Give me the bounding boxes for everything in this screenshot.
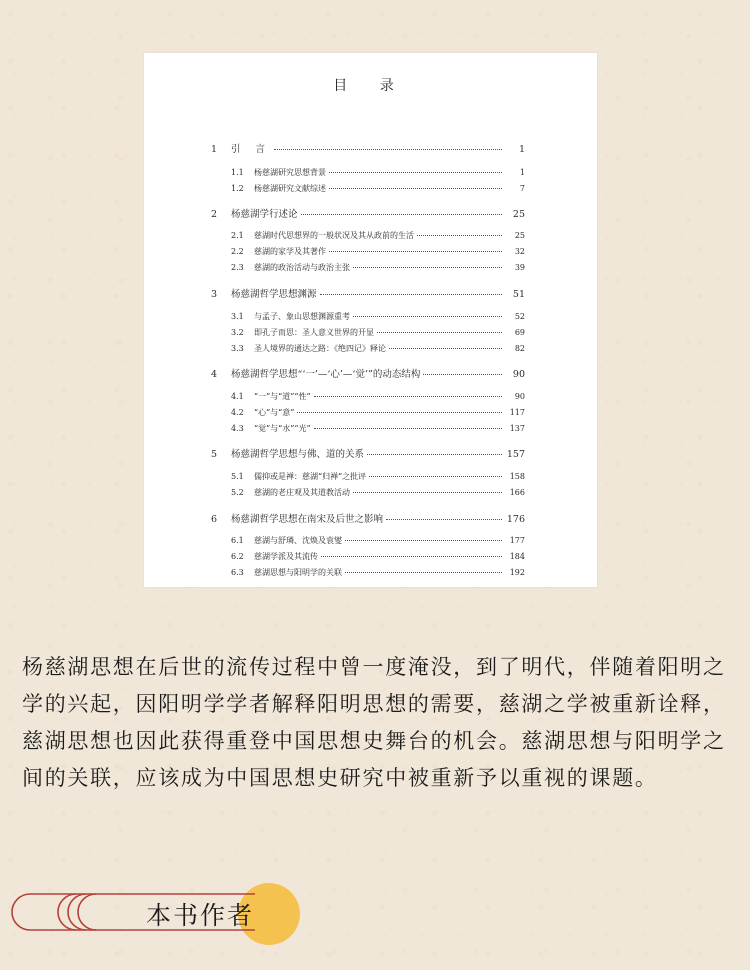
chapter-title: 杨慈湖哲学思想与佛、道的关系 (231, 449, 365, 460)
section-number: 1.1 (231, 168, 244, 177)
dot-leader (320, 288, 502, 295)
section-page: 52 (514, 312, 525, 321)
toc-section-6-3 (231, 567, 525, 578)
section-number: 6.1 (231, 536, 244, 545)
section-number: 4.2 (231, 408, 244, 417)
chapter-page: 176 (506, 514, 525, 525)
book-description: 杨慈湖思想在后世的流传过程中曾一度淹没，到了明代，伴随着阳明之学的兴起，因阳明学学者解释阳明思想的需要，慈湖之学被重新诠释，慈湖思想也因此获得重登中国思想史舞台的机会。慈湖思想与阳明学之间的关联，应该成为中国思想史研究中被重新予以重视的课题。 (22, 655, 726, 790)
toc-chapter-3 (211, 286, 525, 300)
dot-leader (367, 448, 502, 455)
toc-chapter-6 (211, 511, 525, 525)
section-page: 158 (509, 472, 525, 481)
section-title: 杨慈湖研究思想背景 (254, 168, 326, 177)
section-page: 32 (514, 247, 525, 256)
chapter-page: 1 (518, 144, 525, 155)
dot-leader (423, 368, 502, 375)
toc-section-6-1 (231, 535, 525, 546)
dot-leader (345, 534, 502, 541)
chapter-page: 90 (512, 369, 525, 380)
section-number: 6.3 (231, 568, 244, 577)
section-title: “觉”与“水”“光” (254, 424, 311, 433)
section-title: 即孔子而思：圣人意义世界的开显 (254, 328, 374, 337)
section-number: 4.1 (231, 392, 244, 401)
section-page: 7 (519, 184, 525, 193)
section-page: 39 (514, 263, 525, 272)
section-title: 慈湖的家学及其著作 (254, 247, 326, 256)
chapter-title: 引 言 (231, 144, 272, 155)
chapter-title: 杨慈湖哲学思想渊源 (231, 289, 317, 300)
section-page: 177 (509, 536, 525, 545)
dot-leader (369, 470, 502, 477)
chapter-page: 25 (512, 209, 525, 220)
section-page: 82 (514, 344, 525, 353)
dot-leader (353, 486, 502, 493)
toc-chapter-1 (211, 141, 525, 155)
author-section-title: 本书作者 (146, 901, 255, 930)
chapter-title: 杨慈湖哲学思想“‘一’—‘心’—‘觉’”的动态结构 (231, 369, 421, 380)
section-number: 5.2 (231, 488, 244, 497)
toc-section-3-3 (231, 343, 525, 354)
chapter-title: 杨慈湖哲学思想在南宋及后世之影响 (231, 514, 384, 525)
chapter-number: 1 (211, 144, 218, 155)
dot-leader (377, 326, 502, 333)
section-page: 1 (519, 168, 525, 177)
toc-section-4-2 (231, 407, 525, 418)
toc-chapter-2 (211, 206, 525, 220)
section-number: 4.3 (231, 424, 244, 433)
section-page: 117 (509, 408, 525, 417)
section-page: 184 (509, 552, 525, 561)
section-page: 192 (509, 568, 525, 577)
dot-leader (314, 422, 502, 429)
toc-section-6-2 (231, 551, 525, 562)
section-title: 与孟子、象山思想渊源重考 (254, 312, 350, 321)
section-title: 慈湖时代思想界的一般状况及其从政前的生活 (254, 231, 414, 240)
section-title: 慈湖与舒璘、沈焕及袁燮 (254, 536, 342, 545)
section-number: 2.3 (231, 263, 244, 272)
section-title: 儒抑或是禅：慈湖“归禅”之批评 (254, 472, 367, 481)
dot-leader (345, 566, 502, 573)
toc-section-3-2 (231, 327, 525, 338)
chapter-number: 4 (211, 369, 218, 380)
section-title: “一”与“道”“性” (254, 392, 311, 401)
section-page: 69 (514, 328, 525, 337)
toc-section-2-2 (231, 246, 525, 257)
toc-section-4-1 (231, 391, 525, 402)
toc-section-2-1 (231, 230, 525, 241)
toc-title: 目 录 (333, 78, 408, 94)
dot-leader (329, 166, 502, 173)
dot-leader (301, 208, 502, 215)
chapter-page: 51 (512, 289, 525, 300)
section-number: 5.1 (231, 472, 244, 481)
section-number: 3.2 (231, 328, 244, 337)
dot-leader (353, 310, 502, 317)
dot-leader (274, 143, 502, 150)
chapter-number: 6 (211, 514, 218, 525)
section-title: “心”与“意” (254, 408, 295, 417)
section-page: 166 (509, 488, 525, 497)
section-number: 2.1 (231, 231, 244, 240)
toc-section-4-3 (231, 423, 525, 434)
section-title: 杨慈湖研究文献综述 (254, 184, 326, 193)
dot-leader (386, 513, 502, 520)
section-title: 圣人境界的通达之路：《绝四记》释论 (254, 344, 386, 353)
toc-section-2-3 (231, 262, 525, 273)
chapter-number: 3 (211, 289, 218, 300)
section-number: 3.3 (231, 344, 244, 353)
toc-section-3-1 (231, 311, 525, 322)
author-section-header (0, 880, 320, 940)
dot-leader (329, 182, 502, 189)
section-title: 慈湖的老庄观及其道教活动 (254, 488, 350, 497)
chapter-number: 2 (211, 209, 218, 220)
section-page: 90 (514, 392, 525, 401)
section-page: 137 (509, 424, 525, 433)
section-number: 1.2 (231, 184, 244, 193)
toc-page (144, 53, 597, 587)
section-page: 25 (514, 231, 525, 240)
toc-section-1-2 (231, 183, 525, 194)
dot-leader (389, 342, 502, 349)
dot-leader (417, 229, 502, 236)
section-number: 3.1 (231, 312, 244, 321)
toc-chapter-5 (211, 446, 525, 460)
dot-leader (321, 550, 502, 557)
dot-leader (353, 261, 502, 268)
section-title: 慈湖的政治活动与政治主张 (254, 263, 350, 272)
toc-section-5-2 (231, 487, 525, 498)
dot-leader (329, 245, 502, 252)
toc-chapter-4 (211, 366, 525, 380)
toc-section-1-1 (231, 167, 525, 178)
dot-leader (297, 406, 502, 413)
section-number: 6.2 (231, 552, 244, 561)
chapter-page: 157 (506, 449, 525, 460)
toc-section-5-1 (231, 471, 525, 482)
section-title: 慈湖学派及其流传 (254, 552, 318, 561)
section-number: 2.2 (231, 247, 244, 256)
chapter-number: 5 (211, 449, 218, 460)
dot-leader (314, 390, 502, 397)
section-title: 慈湖思想与阳明学的关联 (254, 568, 342, 577)
chapter-title: 杨慈湖学行述论 (231, 209, 298, 220)
